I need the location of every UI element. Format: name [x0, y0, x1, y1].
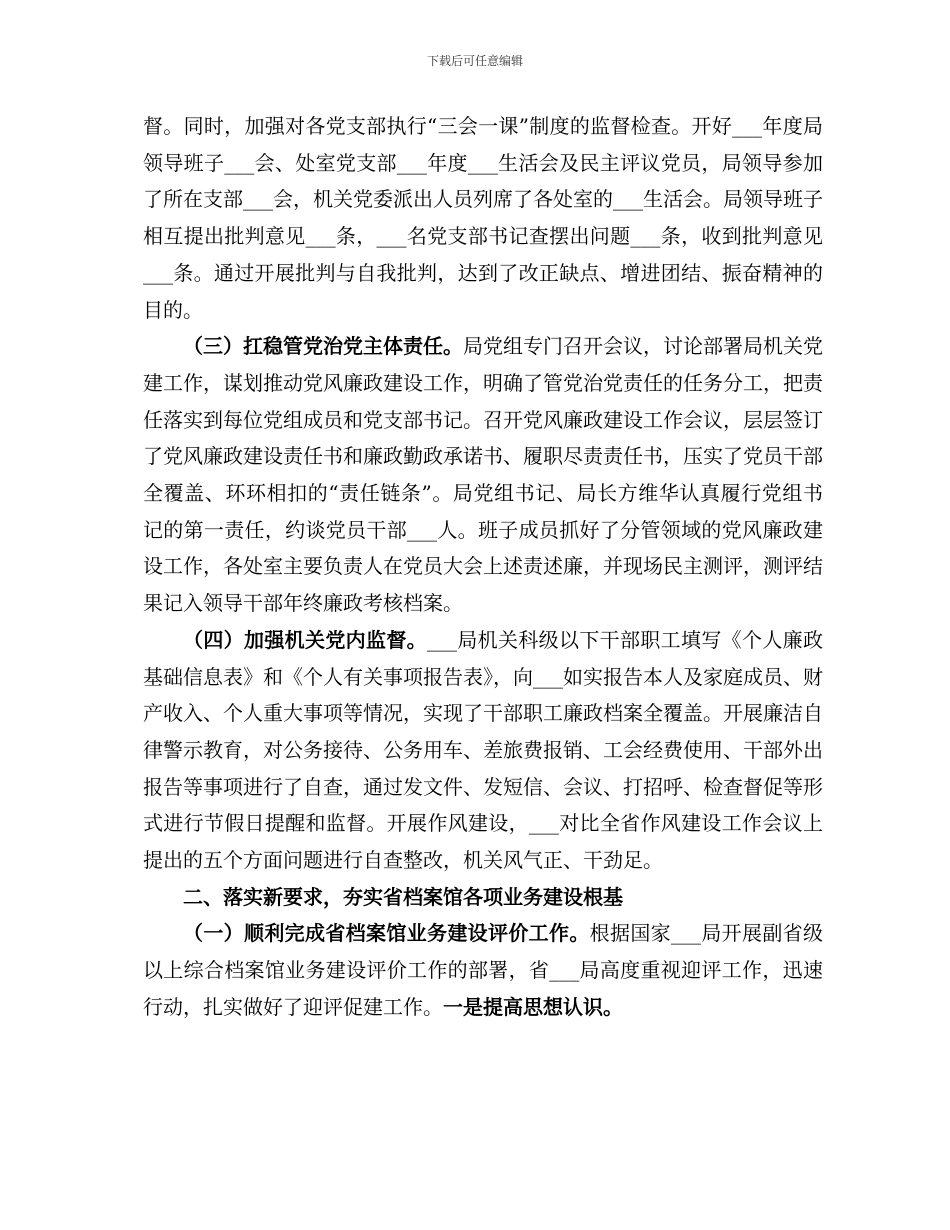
paragraph-lead: （一）顺利完成省档案馆业务建设评价工作。 [183, 921, 590, 946]
paragraph-section-4 [143, 622, 823, 879]
paragraph-subsection-1 [143, 915, 823, 1025]
paragraph-lead: （三）扛稳管党治党主体责任。 [183, 334, 463, 359]
paragraph-lead: （四）加强机关党内监督。 [183, 627, 427, 652]
page-header: 下载后可任意编辑 [426, 54, 523, 68]
document-body [143, 108, 823, 1026]
paragraph-section-3 [143, 328, 823, 622]
paragraph-text: 根据国家___局开展副省级以上综合档案馆业务建设评价工作的部署，省___局高度重视迎评工作，迅速行动，扎实做好了迎评促建工作。 [143, 921, 824, 1019]
section-heading: 二、落实新要求，夯实省档案馆各项业务建设根基 [183, 884, 623, 909]
paragraph-continuation [143, 108, 823, 328]
paragraph-text: ___局机关科级以下干部职工填写《个人廉政基础信息表》和《个人有关事项报告表》，向___如实报告本人及家庭成员、财产收入、个人重大事项等情况，实现了干部职工廉政档案全覆盖。开展廉洁自律警示教育，对公务接待、公务用车、差旅费报销、工会经费使用、干部外出报告等事项进行了自查，通过发文件、发短信、会议、打招呼、检查督促等形式进行节假日提醒和监督。开展作风建设，___对比全省作风建设工作会议上提出的五个方面问题进行自查整改，机关风气正、干劲足。 [143, 627, 823, 873]
paragraph-text: 局党组专门召开会议，讨论部署局机关党建工作，谋划推动党风廉政建设工作，明确了管党治党责任的任务分工，把责任落实到每位党组成员和党支部书记。召开党风廉政建设工作会议，层层签订了党风廉政建设责任书和廉政勤政承诺书、履职尽责责任书，压实了党员干部全覆盖、环环相扣的“责任链条”。局党组书记、局长方维华认真履行党组书记的第一责任，约谈党员干部___人。班子成员抓好了分管领域的党风廉政建设工作，各处室主要负责人在党员大会上述责述廉，并现场民主测评，测评结果记入领导干部年终廉政考核档案。 [143, 334, 823, 616]
paragraph-text: 督。同时，加强对各党支部执行“三会一课”制度的监督检查。开好___年度局领导班子___会、处室党支部___年度___生活会及民主评议党员，局领导参加了所在支部___会，机关党委派出人员列席了各处室的___生活会。局领导班子相互提出批判意见___条，___名党支部书记查摆出问题___条，收到批判意见___条。通过开展批判与自我批判，达到了改正缺点、增进团结、振奋精神的目的。 [143, 114, 823, 322]
paragraph-tail: 一是提高思想认识。 [443, 994, 623, 1019]
